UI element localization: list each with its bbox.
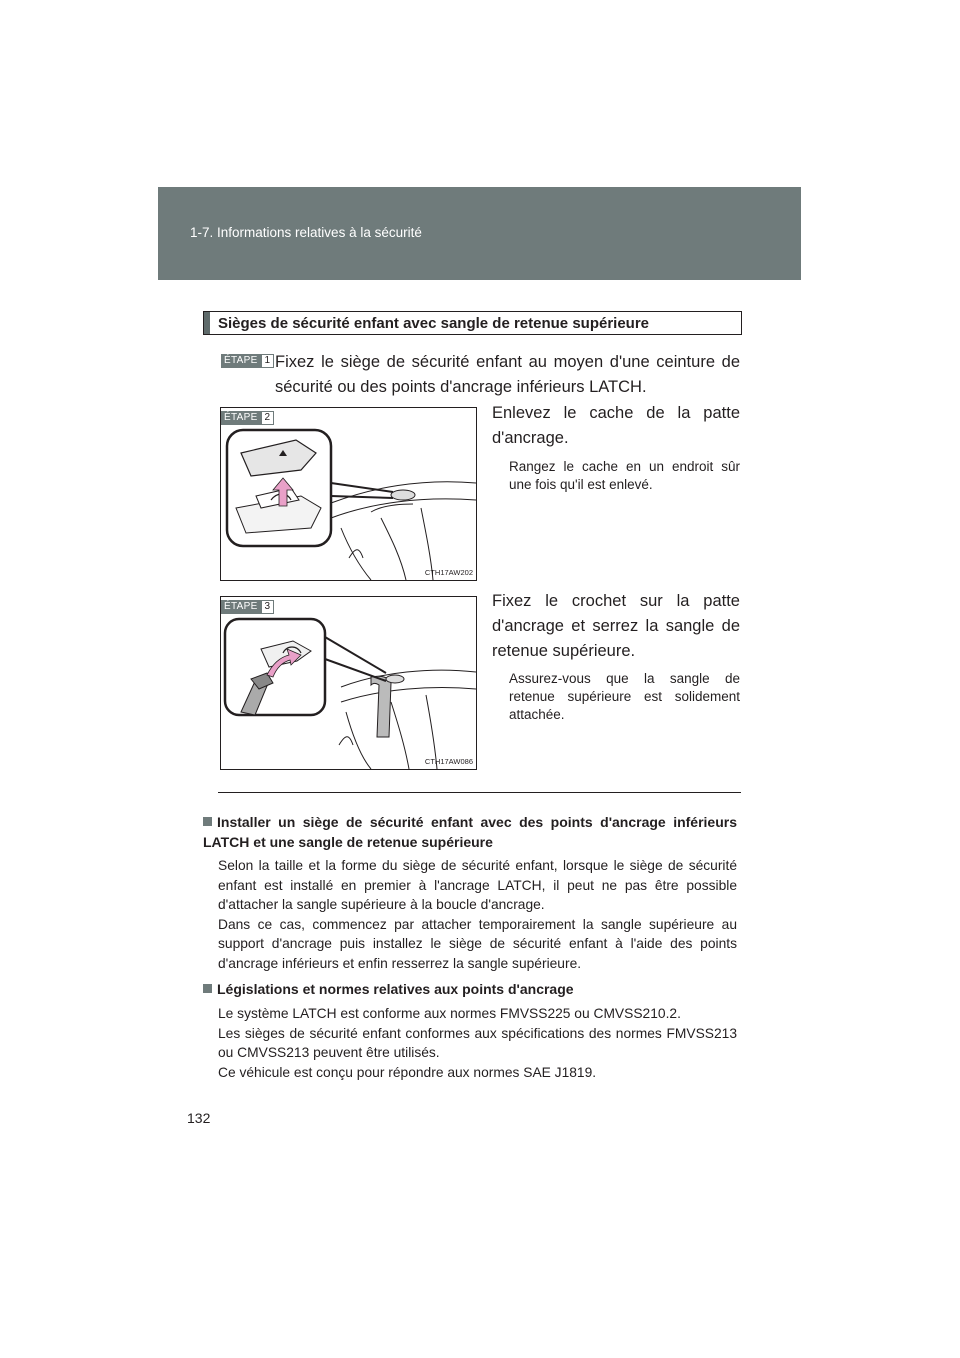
section-heading: Sièges de sécurité enfant avec sangle de retenue supérieure (218, 315, 650, 332)
paragraph: Dans ce cas, commencez par attacher temporairement la sangle supérieure au support d'ancrage puis installez le siège de sécurité enfant à l'aide des points d'ancrage inférieurs et enfin resserrez la sangle supérieure. (218, 916, 737, 971)
step-2-note: Rangez le cache en un endroit sûr une fois qu'il est enlevé. (509, 459, 740, 492)
note-1-title-text: Installer un siège de sécurité enfant avec des points d'ancrage inférieurs LATCH et une sangle de retenue supérieure (203, 814, 737, 850)
paragraph: Ce véhicule est conçu pour répondre aux normes SAE J1819. (218, 1064, 597, 1080)
paragraph: Les sièges de sécurité enfant conformes aux spécifications des normes FMVSS213 ou CMVSS213 peuvent être utilisés. (218, 1025, 737, 1060)
step-3-note: Assurez-vous que la sangle de retenue supérieure est solidement attachée. (509, 671, 740, 722)
step-1-text: Fixez le siège de sécurité enfant au moyen d'une ceinture de sécurité ou des points d'ancrage inférieurs LATCH. (275, 353, 740, 396)
step-badge-number: 1 (261, 354, 275, 368)
heading-accent-bar (204, 312, 210, 334)
step-badge-number: 2 (261, 411, 275, 425)
step-badge-label: ÉTAPE (221, 600, 261, 614)
note-2-title (203, 979, 737, 999)
step-2-figure (220, 407, 477, 581)
step-3-text: Fixez le crochet sur la patte d'ancrage et serrez la sangle de retenue supérieure. (492, 592, 740, 660)
page-number: 132 (187, 1110, 211, 1126)
step-badge-number: 3 (261, 600, 275, 614)
section-title: 1-7. Informations relatives à la sécurité (190, 225, 422, 240)
step-2-text: Enlevez le cache de la patte d'ancrage. (492, 404, 740, 447)
figure-code: CTH17AW086 (424, 757, 473, 766)
step-badge-label: ÉTAPE (221, 411, 261, 425)
paragraph: Le système LATCH est conforme aux normes FMVSS225 ou CMVSS210.2. (218, 1006, 681, 1021)
tether-strap-illustration (221, 597, 476, 769)
anchor-cover-illustration (221, 408, 476, 580)
step-3-figure (220, 596, 477, 770)
square-bullet-icon (203, 817, 212, 826)
section-heading-box (203, 311, 742, 335)
figure-code: CTH17AW202 (424, 568, 473, 577)
square-bullet-icon (203, 984, 212, 993)
step-badge-1 (221, 354, 274, 368)
note-2-title-text: Législations et normes relatives aux points d'ancrage (217, 981, 574, 997)
note-1-body (218, 856, 737, 973)
header-band (158, 187, 801, 280)
note-2-body (218, 1004, 737, 1082)
paragraph: Selon la taille et la forme du siège de sécurité enfant, lorsque le siège de sécurité enfant est installé en premier à l'ancrage LATCH, il peut ne pas être possible d'attacher la sangle supérieure à la boucle d'ancrage. (218, 858, 737, 912)
divider (218, 792, 741, 793)
note-1-title (203, 812, 737, 852)
step-badge-label: ÉTAPE (221, 354, 261, 368)
